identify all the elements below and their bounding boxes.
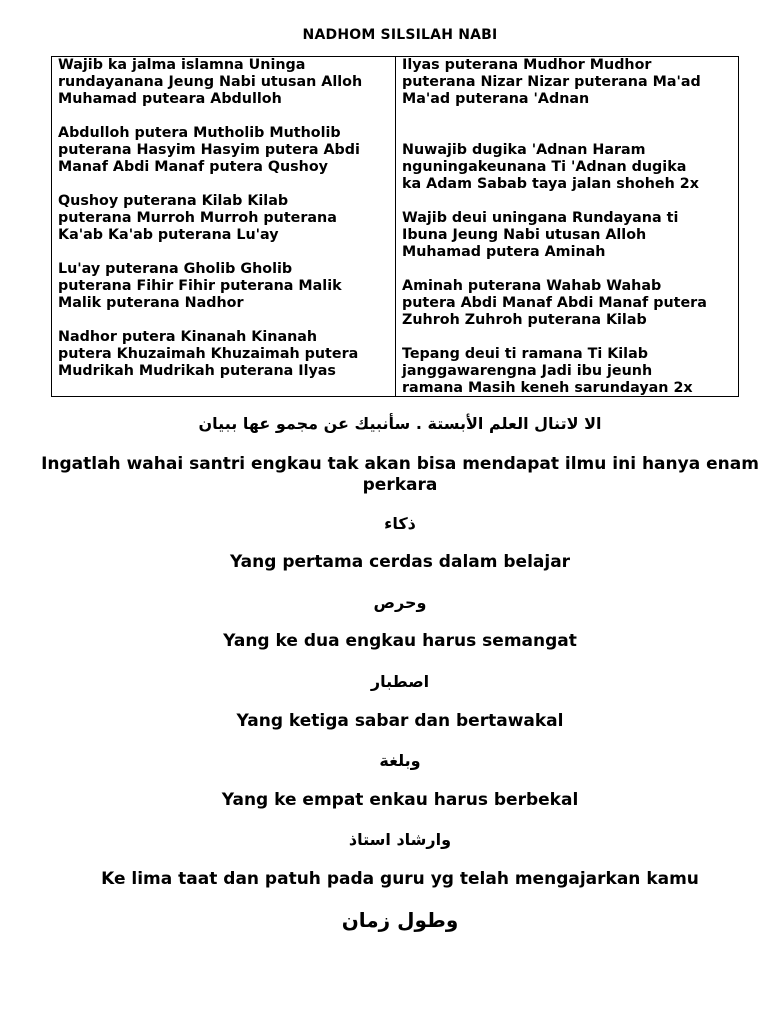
- stanza: Abdulloh putera Mutholib Mutholib puterana Hasyim Hasyim putera Abdi Manaf Abdi Manaf putera Qushoy: [58, 125, 360, 175]
- arabic-line-2: وحرص: [373, 593, 427, 612]
- arabic-line-3: اصطبار: [370, 672, 430, 691]
- latin-line-4: Yang ke empat enkau harus berbekal: [221, 790, 579, 810]
- document-title: NADHOM SILSILAH NABI: [302, 27, 498, 43]
- stanza: Lu'ay puterana Gholib Gholib puterana Fihir Fihir puterana Malik Malik puterana Nadhor: [58, 261, 342, 311]
- stanza: Nuwajib dugika 'Adnan Haram nguningakeunana Ti 'Adnan dugika ka Adam Sabab taya jalan shoheh 2x: [402, 142, 699, 192]
- latin-line-2: Yang ke dua engkau harus semangat: [223, 631, 577, 651]
- arabic-line-4: وبلغة: [379, 751, 421, 770]
- latin-intro-line: Ingatlah wahai santri engkau tak akan bisa mendapat ilmu ini hanya enam perkara: [41, 454, 759, 495]
- stanza: Wajib deui uningana Rundayana ti Ibuna Jeung Nabi utusan Alloh Muhamad putera Aminah: [402, 210, 679, 260]
- stanza: Wajib ka jalma islamna Uninga rundayanana Jeung Nabi utusan Alloh Muhamad puteara Abdulloh: [58, 57, 363, 107]
- arabic-line-5: وارشاد استاذ: [348, 830, 452, 849]
- latin-line-3: Yang ketiga sabar dan bertawakal: [236, 711, 564, 731]
- table-left-column: [52, 57, 396, 396]
- table-right-column: [396, 57, 738, 396]
- arabic-line-1: ذكاء: [384, 514, 416, 533]
- stanza: Aminah puterana Wahab Wahab putera Abdi Manaf Abdi Manaf putera Zuhroh Zuhroh puterana Kilab: [402, 278, 707, 328]
- latin-line-1: Yang pertama cerdas dalam belajar: [229, 552, 571, 572]
- stanza: Ilyas puterana Mudhor Mudhor puterana Nizar Nizar puterana Ma'ad Ma'ad puterana 'Adnan: [402, 57, 701, 107]
- nadhom-table: [51, 56, 739, 397]
- arabic-line-6: وطول زمان: [341, 908, 459, 932]
- arabic-intro-line: الا لاتنال العلم الأبستة . سأنبيك عن مجمو عها ببيان: [198, 414, 602, 433]
- latin-line-5: Ke lima taat dan patuh pada guru yg telah mengajarkan kamu: [101, 869, 699, 889]
- stanza: Tepang deui ti ramana Ti Kilab janggawarengna Jadi ibu jeunh ramana Masih keneh sarundayan 2x: [402, 346, 693, 396]
- stanza: Nadhor putera Kinanah Kinanah putera Khuzaimah Khuzaimah putera Mudrikah Mudrikah puterana Ilyas: [58, 329, 359, 379]
- stanza: Qushoy puterana Kilab Kilab puterana Murroh Murroh puterana Ka'ab Ka'ab puterana Lu'ay: [58, 193, 337, 243]
